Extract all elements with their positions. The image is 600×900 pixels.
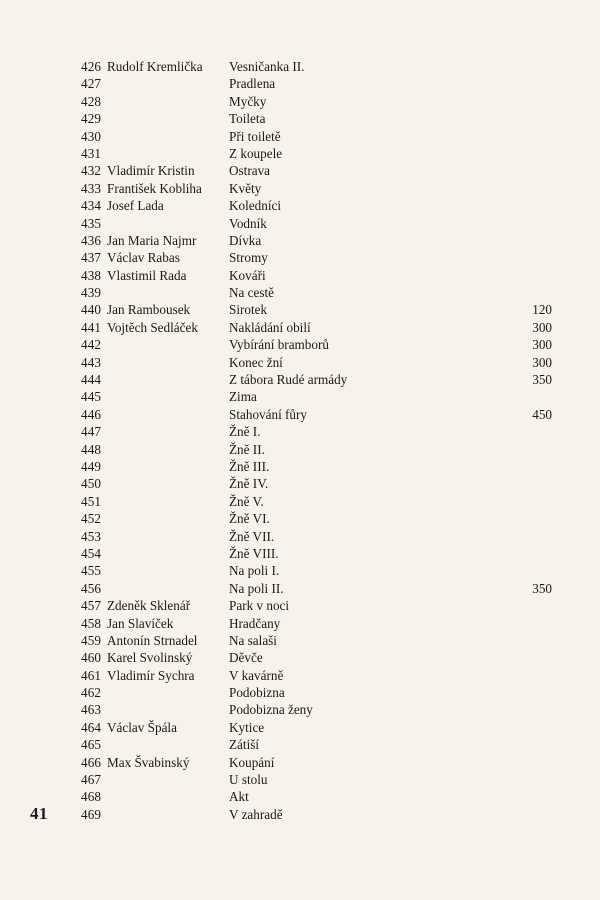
catalog-entry [0, 162, 600, 179]
catalog-entry [0, 754, 600, 771]
catalog-entry [0, 301, 600, 318]
catalog-entry [0, 371, 600, 388]
catalog-entry [0, 580, 600, 597]
artwork-title: Žně II. [229, 441, 265, 457]
catalog-entry [0, 615, 600, 632]
catalog-entry [0, 493, 600, 510]
entry-number: 445 [81, 389, 102, 405]
artist-name: Karel Svolinský [107, 650, 193, 666]
entry-number: 457 [81, 598, 102, 614]
catalog-entry [0, 545, 600, 562]
artwork-title: Zima [229, 389, 257, 405]
catalog-entry [0, 197, 600, 214]
artwork-title: Kováři [229, 267, 266, 283]
price: 450 [532, 406, 552, 422]
catalog-entry [0, 145, 600, 162]
entry-number: 464 [81, 719, 102, 735]
artwork-title: Park v noci [229, 598, 290, 614]
artwork-title: Akt [229, 789, 249, 805]
artwork-title: Žně V. [229, 493, 264, 509]
artist-name: Josef Lada [107, 198, 164, 214]
artwork-title: Myčky [229, 93, 267, 109]
artist-name: Jan Maria Najmr [107, 232, 197, 248]
entry-number: 447 [81, 424, 102, 440]
artist-name: Václav Rabas [107, 250, 180, 266]
entry-number: 428 [81, 93, 102, 109]
artwork-title: Žně I. [229, 424, 261, 440]
artwork-title: Při toiletě [229, 128, 281, 144]
artwork-title: Zátiší [229, 737, 260, 753]
artist-name: Rudolf Kremlička [107, 59, 203, 74]
catalog-entry [0, 667, 600, 684]
artwork-title: Koupání [229, 754, 275, 770]
catalog-entry [0, 788, 600, 805]
artwork-title: Žně VIII. [229, 545, 279, 561]
catalog-entry [0, 458, 600, 475]
catalog-entry [0, 475, 600, 492]
entry-number: 454 [81, 545, 102, 561]
artwork-title: Z tábora Rudé armády [229, 372, 348, 388]
artwork-title: V zahradě [229, 806, 283, 822]
catalog-entry [0, 354, 600, 371]
artwork-title: U stolu [229, 772, 268, 788]
catalog-entry [0, 562, 600, 579]
catalog-entry [0, 110, 600, 127]
artwork-title: Děvče [229, 650, 263, 666]
entry-number: 443 [81, 354, 102, 370]
artwork-title: Žně III. [229, 458, 270, 474]
artwork-title: Ostrava [229, 163, 271, 179]
artwork-title: Vybírání bramborů [229, 337, 329, 353]
artwork-title: Nakládání obilí [229, 319, 311, 335]
catalog-entry [0, 93, 600, 110]
page-number: 41 [30, 804, 48, 823]
entry-number: 456 [81, 580, 102, 596]
catalog-entry [0, 406, 600, 423]
catalog-entry [0, 267, 600, 284]
catalog-entry [0, 719, 600, 736]
price: 350 [532, 580, 552, 596]
catalog-entry [0, 806, 600, 823]
catalog-entry [0, 232, 600, 249]
catalog-entry [0, 649, 600, 666]
artwork-title: Dívka [229, 232, 262, 248]
artwork-title: Z koupele [229, 145, 283, 161]
artist-name: František Kobliha [107, 180, 202, 196]
entry-number: 431 [81, 145, 102, 161]
artwork-title: Pradlena [229, 76, 276, 92]
artwork-title: V kavárně [229, 667, 284, 683]
catalog-entry [0, 597, 600, 614]
artwork-title: Na salaši [229, 632, 277, 648]
artwork-title: Konec žní [229, 354, 283, 370]
artwork-title: Koledníci [229, 198, 282, 214]
entry-number: 438 [81, 267, 102, 283]
entry-number: 441 [81, 319, 102, 335]
catalog-entry [0, 632, 600, 649]
entry-number: 459 [81, 632, 102, 648]
artwork-title: Hradčany [229, 615, 281, 631]
entry-number: 448 [81, 441, 102, 457]
artwork-title: Stahování fůry [229, 406, 308, 422]
catalog-entry [0, 128, 600, 145]
entry-number: 463 [81, 702, 102, 718]
entry-number: 442 [81, 337, 102, 353]
catalog-entry [0, 736, 600, 753]
entry-number: 455 [81, 563, 102, 579]
artist-name: Zdeněk Sklenář [107, 598, 191, 614]
artwork-title: Žně VII. [229, 528, 275, 544]
artwork-title: Žně VI. [229, 511, 270, 527]
catalog-entry [0, 771, 600, 788]
artwork-title: Na poli II. [229, 580, 284, 596]
catalog-entry [0, 441, 600, 458]
entry-number: 451 [81, 493, 102, 509]
entry-number: 434 [81, 198, 102, 214]
catalog-entry [0, 75, 600, 92]
entry-number: 453 [81, 528, 102, 544]
entry-number: 435 [81, 215, 102, 231]
catalog-entry [0, 336, 600, 353]
catalog-entry [0, 684, 600, 701]
artwork-title: Na poli I. [229, 563, 280, 579]
artwork-title: Vesničanka II. [229, 59, 305, 74]
entry-number: 460 [81, 650, 102, 666]
artwork-title: Na cestě [229, 285, 275, 301]
entry-number: 437 [81, 250, 102, 266]
artwork-title: Podobizna [229, 685, 285, 701]
entry-number: 430 [81, 128, 102, 144]
artwork-title: Květy [229, 180, 262, 196]
entry-number: 426 [81, 59, 102, 74]
catalog-entry [0, 510, 600, 527]
artist-name: Max Švabinský [107, 754, 190, 770]
entry-number: 469 [81, 806, 102, 822]
artist-name: Václav Špála [107, 719, 177, 735]
catalog-entry [0, 180, 600, 197]
catalog-entry [0, 249, 600, 266]
catalog-entry [0, 701, 600, 718]
entry-number: 444 [81, 372, 102, 388]
catalog-list [0, 58, 600, 823]
entry-number: 427 [81, 76, 102, 92]
entry-number: 468 [81, 789, 102, 805]
entry-number: 465 [81, 737, 102, 753]
entry-number: 466 [81, 754, 102, 770]
price: 350 [532, 372, 552, 388]
entry-number: 436 [81, 232, 102, 248]
artist-name: Jan Rambousek [107, 302, 191, 318]
artist-name: Vlastimil Rada [107, 267, 187, 283]
entry-number: 461 [81, 667, 102, 683]
price: 300 [532, 354, 552, 370]
catalog-entry [0, 284, 600, 301]
entry-number: 440 [81, 302, 102, 318]
catalog-entry [0, 388, 600, 405]
artwork-title: Žně IV. [229, 476, 269, 492]
entry-number: 458 [81, 615, 102, 631]
catalog-entry [0, 319, 600, 336]
artist-name: Vojtěch Sedláček [107, 319, 198, 335]
catalog-entry [0, 58, 600, 75]
catalog-entry [0, 528, 600, 545]
artwork-title: Stromy [229, 250, 268, 266]
artwork-title: Vodník [229, 215, 267, 231]
entry-number: 432 [81, 163, 102, 179]
entry-number: 433 [81, 180, 102, 196]
entry-number: 439 [81, 285, 102, 301]
entry-number: 462 [81, 685, 102, 701]
price: 120 [532, 302, 552, 318]
entry-number: 450 [81, 476, 102, 492]
price: 300 [532, 319, 552, 335]
entry-number: 429 [81, 111, 102, 127]
artwork-title: Podobizna ženy [229, 702, 313, 718]
artist-name: Jan Slavíček [107, 615, 174, 631]
artist-name: Vladimír Sychra [107, 667, 195, 683]
entry-number: 449 [81, 458, 102, 474]
artwork-title: Toileta [229, 111, 266, 127]
artist-name: Antonín Strnadel [107, 632, 198, 648]
artist-name: Vladimír Kristin [107, 163, 195, 179]
entry-number: 467 [81, 772, 102, 788]
entry-number: 446 [81, 406, 102, 422]
catalog-entry [0, 215, 600, 232]
artwork-title: Kytice [229, 719, 265, 735]
artwork-title: Sirotek [229, 302, 268, 318]
entry-number: 452 [81, 511, 102, 527]
price: 300 [532, 337, 552, 353]
catalog-entry [0, 423, 600, 440]
